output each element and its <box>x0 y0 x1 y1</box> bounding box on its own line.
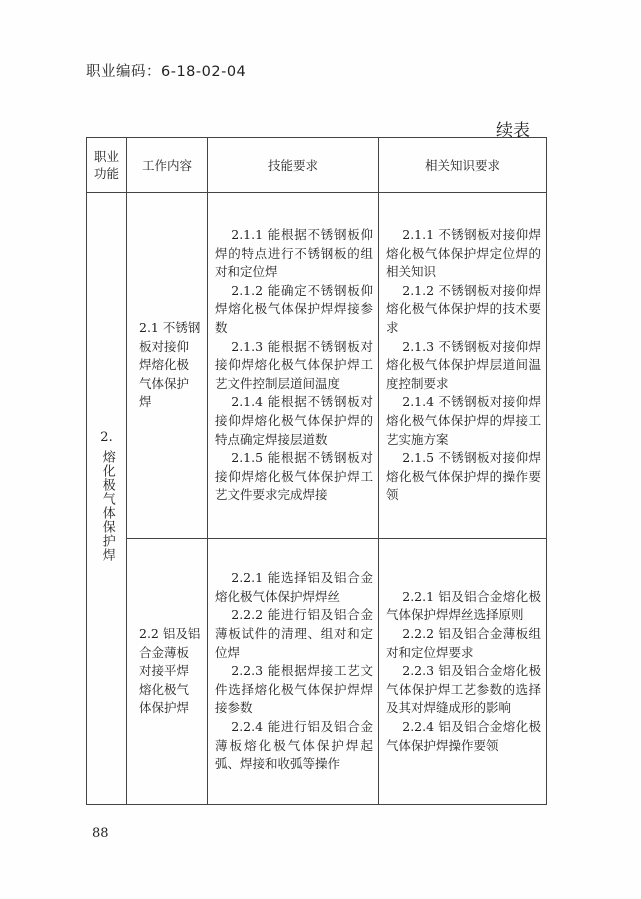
knowledge-item: 2.1.5 不锈钢板对接仰焊熔化极气体保护焊的操作要领 <box>386 450 541 503</box>
knowledge-item: 2.1.2 不锈钢板对接仰焊熔化极气体保护焊的技术要求 <box>386 282 541 336</box>
table-header-row <box>87 138 547 193</box>
continued-label: 续表 <box>496 121 530 141</box>
skill-item: 2.2.3 能根据焊接工艺文件选择熔化极气体保护焊焊接参数 <box>215 663 373 716</box>
knowledge-item: 2.1.3 不锈钢板对接仰焊熔化极气体保护焊层道间温度控制要求 <box>386 338 541 391</box>
work-content-cell: 2.2 铝及铝合金薄板对接平焊熔化极气体保护焊 <box>127 539 208 805</box>
skill-item: 2.2.4 能进行铝及铝合金薄板熔化极气体保护焊起弧、焊接和收弧等操作 <box>215 718 373 772</box>
skill-requirements-cell <box>208 539 379 805</box>
skill-item: 2.1.3 能根据不锈钢板对接仰焊熔化极气体保护焊工艺文件控制层道间温度 <box>215 338 373 391</box>
skill-item: 2.1.4 能根据不锈钢板对接仰焊熔化极气体保护焊的特点确定焊接层道数 <box>215 394 373 447</box>
function-number: 2. <box>100 429 113 445</box>
table-row <box>87 193 547 539</box>
skill-item: 2.1.5 能根据不锈钢板对接仰焊熔化极气体保护焊工艺文件要求完成焊接 <box>215 450 373 503</box>
knowledge-item: 2.1.1 不锈钢板对接仰焊熔化极气体保护焊定位焊的相关知识 <box>386 227 541 280</box>
header-function: 职业 功能 <box>87 138 127 193</box>
knowledge-item: 2.2.3 铝及铝合金熔化极气体保护焊工艺参数的选择及其对焊缝成形的影响 <box>386 663 541 716</box>
page-number: 88 <box>92 826 109 841</box>
work-content-cell: 2.1 不锈钢板对接仰焊熔化极气体保护焊 <box>127 193 208 539</box>
knowledge-requirements-cell <box>379 193 547 539</box>
knowledge-item: 2.1.4 不锈钢板对接仰焊熔化极气体保护焊的焊接工艺实施方案 <box>386 394 541 447</box>
skill-item: 2.2.1 能选择铝及铝合金熔化极气体保护焊焊丝 <box>215 570 373 604</box>
skills-table <box>86 137 547 805</box>
knowledge-item: 2.2.4 铝及铝合金熔化极气体保护焊操作要领 <box>386 718 541 753</box>
knowledge-item: 2.2.2 铝及铝合金薄板组对和定位焊要求 <box>386 626 541 660</box>
header-knowledge-requirements: 相关知识要求 <box>379 138 547 193</box>
header-work-content: 工作内容 <box>127 138 208 193</box>
skill-item: 2.1.2 能确定不锈钢板仰焊熔化极气体保护焊焊接参数 <box>215 282 373 336</box>
skill-requirements-cell <box>208 193 379 539</box>
table-row <box>87 539 547 805</box>
function-name: 熔化极气体保护焊 <box>99 449 115 562</box>
skill-item: 2.2.2 能进行铝及铝合金薄板试件的清理、组对和定位焊 <box>215 607 373 660</box>
function-cell <box>87 193 127 805</box>
skill-item: 2.1.1 能根据不锈钢板仰焊的特点进行不锈钢板的组对和定位焊 <box>215 227 373 280</box>
knowledge-requirements-cell <box>379 539 547 805</box>
knowledge-item: 2.2.1 铝及铝合金熔化极气体保护焊焊丝选择原则 <box>386 588 541 623</box>
occupation-code: 职业编码：6-18-02-04 <box>86 64 247 80</box>
header-skill-requirements: 技能要求 <box>208 138 379 193</box>
